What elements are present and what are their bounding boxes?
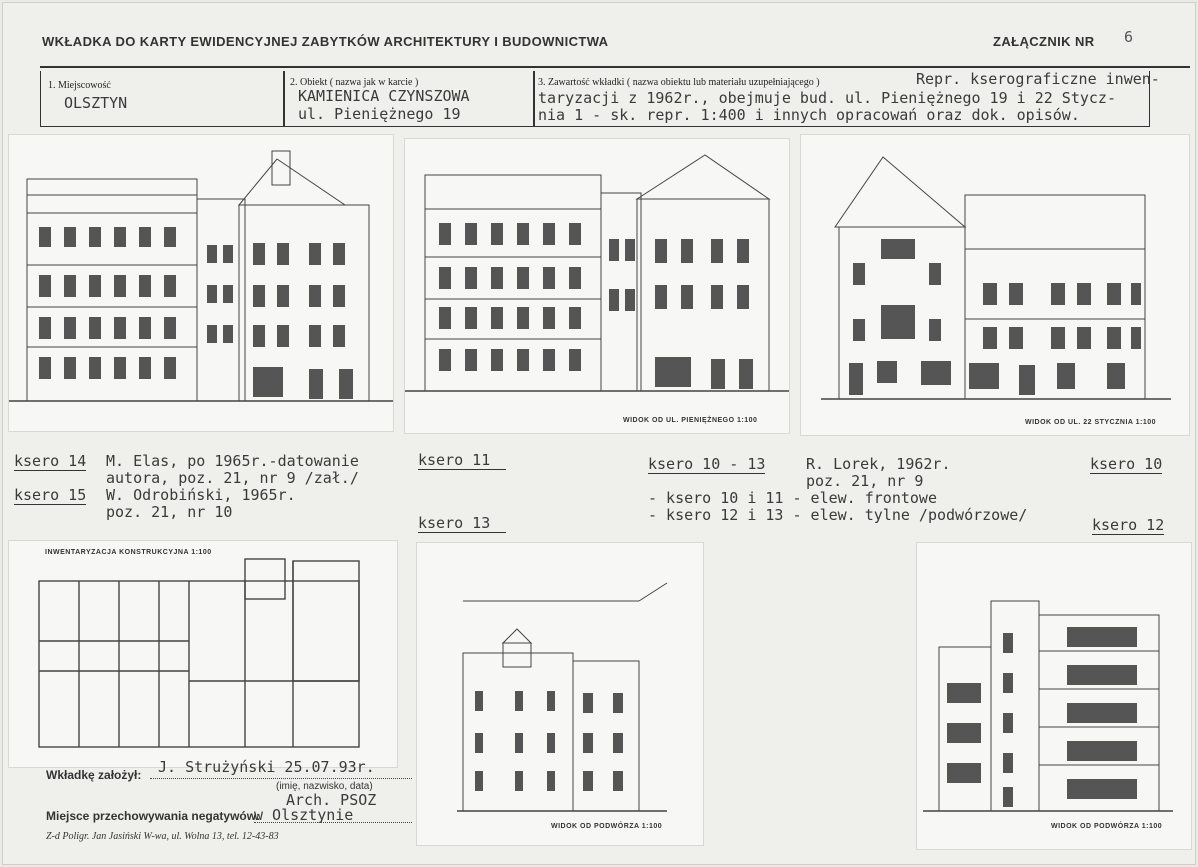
note-ksero-10: ksero 10 (1090, 455, 1163, 473)
elevation-drawing-3 (801, 135, 1189, 411)
field-divider (283, 71, 285, 127)
locality-label: 1. Miejscowość (48, 80, 111, 91)
note-ksero-14-text-2: autora, poz. 21, nr 9 /zał./ (106, 469, 359, 487)
founded-label: Wkładkę założył: (46, 768, 142, 782)
attachment-number: 6 (1124, 28, 1134, 46)
header-rule (40, 66, 1190, 68)
attachment-label: ZAŁĄCZNIK NR (993, 34, 1095, 49)
note-ksero-15-text-2: poz. 21, nr 10 (106, 503, 233, 521)
founded-value: J. Strużyński 25.07.93r. (158, 758, 375, 776)
locality-value: OLSZTYN (64, 94, 128, 112)
contents-line-3: nia 1 - sk. repr. 1:400 i innych opracowań oraz dok. opisów. (538, 106, 1080, 124)
object-label: 2. Obiekt ( nazwa jak w karcie ) (290, 77, 419, 88)
contents-label: 3. Zawartość wkładki ( nazwa obiektu lub materiału uzupełniającego ) (538, 77, 820, 88)
founded-line (150, 778, 412, 779)
founded-hint: (imię, nazwisko, data) (276, 781, 373, 792)
object-address: ul. Pieniężnego 19 (298, 105, 461, 123)
contents-line-2: taryzacji z 1962r., obejmuje bud. ul. Pieniężnego 19 i 22 Stycz- (538, 89, 1116, 107)
floor-plan-caption: INWENTARYZACJA KONSTRUKCYJNA 1:100 (45, 549, 212, 556)
storage-line (254, 822, 412, 823)
card-title: WKŁADKA DO KARTY EWIDENCYJNEJ ZABYTKÓW ARCHITEKTURY I BUDOWNICTWA (42, 34, 609, 49)
note-ksero-10-13-text-1: R. Lorek, 1962r. (806, 455, 951, 473)
note-ksero-14-text-1: M. Elas, po 1965r.-datowanie (106, 452, 359, 470)
courtyard-drawing-2 (917, 543, 1191, 819)
courtyard-2-caption: WIDOK OD PODWÓRZA 1:100 (1051, 823, 1163, 830)
courtyard-drawing-1 (417, 543, 703, 819)
contents-line-1: Repr. kserograficzne inwen- (916, 70, 1160, 88)
note-ksero-15: ksero 15 (14, 486, 87, 504)
printer-imprint: Z-d Poligr. Jan Jasiński W-wa, ul. Wolna 13, tel. 12-43-83 (46, 831, 279, 842)
note-ksero-14: ksero 14 (14, 452, 87, 470)
photo-elevation-2 (404, 138, 790, 434)
photo-courtyard-2 (916, 542, 1192, 850)
storage-location: w Olsztynie (254, 806, 354, 824)
elevation-drawing-2 (405, 139, 789, 409)
field-divider (533, 71, 535, 127)
note-ksero-10-13-text-3: - ksero 10 i 11 - elew. frontowe (648, 489, 937, 507)
courtyard-1-caption: WIDOK OD PODWÓRZA 1:100 (551, 823, 663, 830)
elevation-2-caption: WIDOK OD UL. PIENIĘŻNEGO 1:100 (623, 417, 758, 424)
photo-courtyard-1 (416, 542, 704, 846)
floor-plan-drawing (9, 541, 397, 767)
photo-elevation-3 (800, 134, 1190, 436)
photo-floor-plan (8, 540, 398, 768)
storage-label: Miejsce przechowywania negatywów: (46, 809, 261, 823)
photo-elevation-1 (8, 134, 394, 432)
fields-bottom-rule (41, 126, 1149, 128)
note-ksero-10-13: ksero 10 - 13 (648, 455, 766, 473)
storage-value: Arch. PSOZ (286, 791, 377, 809)
note-ksero-10-13-text-4: - ksero 12 i 13 - elew. tylne /podwórzowe/ (648, 506, 1028, 524)
note-ksero-13: ksero 13 (418, 514, 506, 533)
elevation-3-caption: WIDOK OD UL. 22 STYCZNIA 1:100 (1025, 419, 1157, 426)
note-ksero-10-13-text-2: poz. 21, nr 9 (806, 472, 924, 490)
note-ksero-11: ksero 11 (418, 451, 506, 470)
elevation-drawing-1 (9, 135, 393, 431)
note-ksero-15-text-1: W. Odrobiński, 1965r. (106, 486, 296, 504)
note-ksero-12: ksero 12 (1092, 516, 1165, 534)
object-name: KAMIENICA CZYNSZOWA (298, 87, 470, 105)
